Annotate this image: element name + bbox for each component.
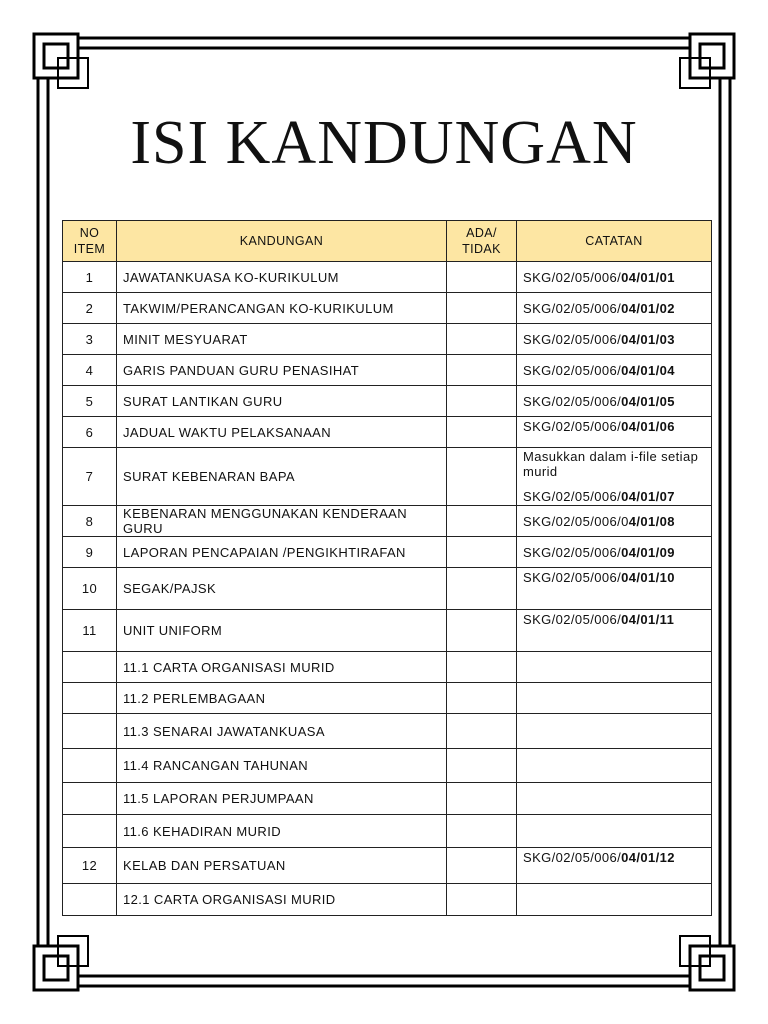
table-row [63, 293, 712, 324]
ada-tidak-cell [447, 417, 517, 448]
table-row [63, 848, 712, 884]
header-catatan: CATATAN [517, 221, 712, 262]
file-reference-code [523, 489, 675, 504]
item-content: 11.3 SENARAI JAWATANKUASA [117, 714, 447, 749]
ada-tidak-cell [447, 749, 517, 783]
catatan-cell [517, 448, 712, 506]
file-code-prefix: SKG/02/05/006/ [523, 331, 622, 347]
catatan-cell [517, 884, 712, 916]
file-code-prefix: SKG/02/05/006/ [523, 850, 622, 865]
ada-tidak-cell [447, 652, 517, 683]
item-content: SURAT KEBENARAN BAPA [117, 448, 447, 506]
item-number: 1 [63, 262, 117, 293]
item-content: GARIS PANDUAN GURU PENASIHAT [117, 355, 447, 386]
file-reference-code [523, 545, 675, 560]
item-number: 8 [63, 506, 117, 537]
file-code-number: 04/01/03 [621, 331, 675, 347]
catatan-cell [517, 568, 712, 610]
contents-table [62, 220, 712, 916]
file-reference-code [523, 419, 675, 434]
header-kandungan: KANDUNGAN [117, 221, 447, 262]
file-code-number: 04/01/12 [621, 850, 675, 865]
item-content: LAPORAN PENCAPAIAN /PENGIKHTIRAFAN [117, 537, 447, 568]
catatan-note: Masukkan dalam i-file setiap murid [523, 449, 699, 479]
catatan-cell [517, 714, 712, 749]
catatan-cell [517, 386, 712, 417]
ada-tidak-cell [447, 884, 517, 916]
item-content: 11.6 KEHADIRAN MURID [117, 815, 447, 848]
file-code-number: 4/01/08 [628, 513, 675, 529]
catatan-cell [517, 293, 712, 324]
file-reference-code [523, 363, 675, 378]
item-number: 3 [63, 324, 117, 355]
item-content: KELAB DAN PERSATUAN [117, 848, 447, 884]
item-number: 7 [63, 448, 117, 506]
catatan-cell [517, 848, 712, 884]
item-number: 12 [63, 848, 117, 884]
table-row [63, 714, 712, 749]
file-code-number: 04/01/09 [621, 544, 675, 560]
catatan-cell [517, 683, 712, 714]
ada-tidak-cell [447, 293, 517, 324]
file-reference-code [523, 332, 675, 347]
ada-tidak-cell [447, 262, 517, 293]
item-number: 2 [63, 293, 117, 324]
catatan-cell [517, 815, 712, 848]
item-number: 6 [63, 417, 117, 448]
item-number [63, 652, 117, 683]
ada-tidak-cell [447, 714, 517, 749]
catatan-cell [517, 610, 712, 652]
ada-tidak-cell [447, 848, 517, 884]
table-row [63, 568, 712, 610]
file-code-prefix: SKG/02/05/006/ [523, 419, 622, 434]
ada-tidak-cell [447, 815, 517, 848]
item-number: 4 [63, 355, 117, 386]
item-number [63, 714, 117, 749]
item-content: 11.4 RANCANGAN TAHUNAN [117, 749, 447, 783]
file-code-prefix: SKG/02/05/006/ [523, 393, 622, 409]
item-content: SEGAK/PAJSK [117, 568, 447, 610]
item-content: MINIT MESYUARAT [117, 324, 447, 355]
ada-tidak-cell [447, 610, 517, 652]
file-code-number: 04/01/05 [621, 393, 675, 409]
file-code-prefix: SKG/02/05/006/ [523, 362, 622, 378]
ada-tidak-cell [447, 783, 517, 815]
file-code-number: 04/01/01 [621, 269, 675, 285]
item-content: TAKWIM/PERANCANGAN KO-KURIKULUM [117, 293, 447, 324]
item-number [63, 884, 117, 916]
item-content: JAWATANKUASA KO-KURIKULUM [117, 262, 447, 293]
file-code-prefix: SKG/02/05/006/0 [523, 513, 629, 529]
item-content: 11.1 CARTA ORGANISASI MURID [117, 652, 447, 683]
file-code-prefix: SKG/02/05/006/ [523, 300, 622, 316]
header-ada-tidak: ADA/ TIDAK [447, 221, 517, 262]
catatan-cell [517, 324, 712, 355]
file-reference-code [523, 394, 675, 409]
file-reference-code [523, 612, 674, 627]
item-content: 11.5 LAPORAN PERJUMPAAN [117, 783, 447, 815]
item-content: UNIT UNIFORM [117, 610, 447, 652]
file-code-number: 04/01/06 [621, 419, 675, 434]
file-reference-code [523, 301, 675, 316]
table-row [63, 324, 712, 355]
file-reference-code [523, 570, 675, 585]
item-content: 11.2 PERLEMBAGAAN [117, 683, 447, 714]
catatan-cell [517, 783, 712, 815]
item-number [63, 815, 117, 848]
file-code-prefix: SKG/02/05/006/ [523, 269, 622, 285]
ada-tidak-cell [447, 324, 517, 355]
catatan-cell [517, 417, 712, 448]
item-number: 11 [63, 610, 117, 652]
item-number: 9 [63, 537, 117, 568]
ada-tidak-cell [447, 537, 517, 568]
table-row [63, 386, 712, 417]
table-row [63, 683, 712, 714]
file-code-prefix: SKG/02/05/006/ [523, 489, 622, 504]
file-code-number: 04/01/02 [621, 300, 675, 316]
ada-tidak-cell [447, 506, 517, 537]
catatan-cell [517, 355, 712, 386]
table-row [63, 537, 712, 568]
item-number [63, 783, 117, 815]
file-code-number: 04/01/07 [621, 489, 675, 504]
table-row [63, 783, 712, 815]
page-title: ISI KANDUNGAN [130, 109, 638, 177]
file-reference-code [523, 850, 675, 865]
ada-tidak-cell [447, 355, 517, 386]
item-content: JADUAL WAKTU PELAKSANAAN [117, 417, 447, 448]
table-row [63, 506, 712, 537]
item-number: 10 [63, 568, 117, 610]
item-content: SURAT LANTIKAN GURU [117, 386, 447, 417]
catatan-cell [517, 262, 712, 293]
file-code-prefix: SKG/02/05/006/ [523, 570, 622, 585]
ada-tidak-cell [447, 683, 517, 714]
table-body [63, 262, 712, 916]
item-number [63, 683, 117, 714]
table-header-row [63, 221, 712, 262]
file-code-prefix: SKG/02/05/006/ [523, 544, 622, 560]
item-content: KEBENARAN MENGGUNAKAN KENDERAAN GURU [117, 506, 447, 537]
table-row [63, 652, 712, 683]
table-row [63, 262, 712, 293]
file-reference-code [523, 270, 675, 285]
table-row [63, 610, 712, 652]
file-code-number: 04/01/10 [621, 570, 675, 585]
table-row [63, 749, 712, 783]
table-row [63, 448, 712, 506]
file-code-prefix: SKG/02/05/006/ [523, 612, 622, 627]
file-reference-code [523, 514, 675, 529]
catatan-cell [517, 652, 712, 683]
file-code-number: 04/01/11 [621, 612, 675, 627]
item-number: 5 [63, 386, 117, 417]
table-row [63, 355, 712, 386]
ada-tidak-cell [447, 386, 517, 417]
ada-tidak-cell [447, 448, 517, 506]
table-row [63, 417, 712, 448]
table-row [63, 815, 712, 848]
catatan-cell [517, 749, 712, 783]
catatan-cell [517, 537, 712, 568]
table-row [63, 884, 712, 916]
file-code-number: 04/01/04 [621, 362, 675, 378]
item-number [63, 749, 117, 783]
ada-tidak-cell [447, 568, 517, 610]
catatan-cell [517, 506, 712, 537]
item-content: 12.1 CARTA ORGANISASI MURID [117, 884, 447, 916]
header-no-item: NO ITEM [63, 221, 117, 262]
